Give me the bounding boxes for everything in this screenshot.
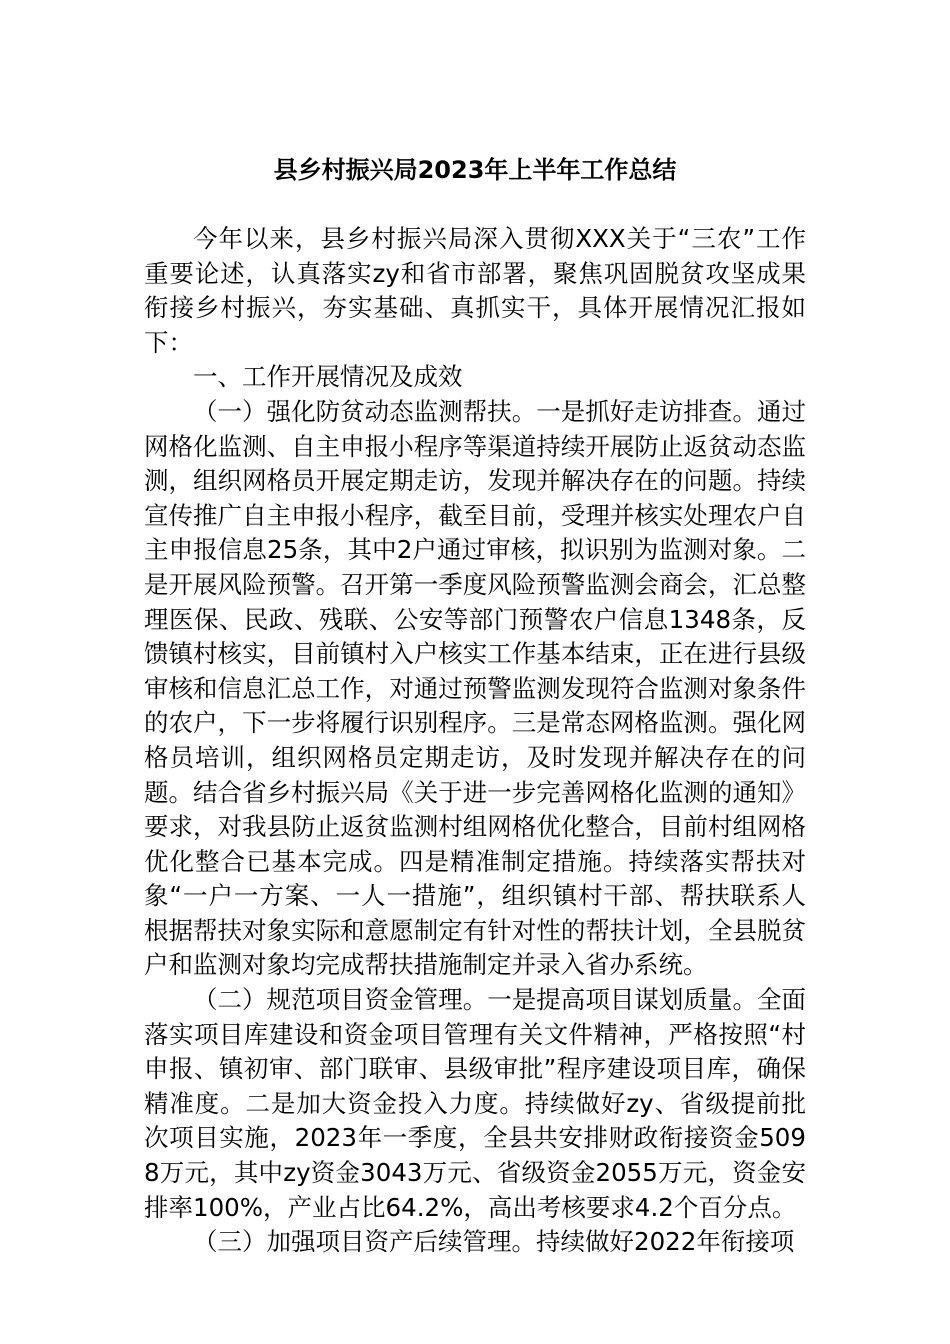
paragraph-funds: （二）规范项目资金管理。一是提高项目谋划质量。全面落实项目库建设和资金项目管理有关文件精神，严格按照“村申报、镇初审、部门联审、县级审批”程序建设项目库，确保精准度。二是加大资金投入力度。持续做好zy、省级提前批次项目实施，2023年一季度，全县共安排财政衔接资金5098万元，其中zy资金3043万元、省级资金2055万元，资金安排率100%，产业占比64.2%，高出考核要求4.2个百分点。 [144, 985, 806, 1222]
document-title: 县乡村振兴局2023年上半年工作总结 [273, 156, 677, 184]
section-heading: 一、工作开展情况及成效 [193, 362, 463, 392]
document-body [144, 222, 806, 1260]
paragraph-assets: （三）加强项目资产后续管理。持续做好2022年衔接项 [193, 1227, 795, 1257]
paragraph-monitoring: （一）强化防贫动态监测帮扶。一是抓好走访排查。通过网格化监测、自主申报小程序等渠道持续开展防止返贫动态监测，组织网格员开展定期走访，发现并解决存在的问题。持续宣传推广自主申报小程序，截至目前，受理并核实处理农户自主申报信息25条，其中2户通过审核，拟识别为监测对象。二是开展风险预警。召开第一季度风险预警监测会商会，汇总整理医保、民政、残联、公安等部门预警农户信息1348条，反馈镇村核实，目前镇村入户核实工作基本结束，正在进行县级审核和信息汇总工作，对通过预警监测发现符合监测对象条件的农户，下一步将履行识别程序。三是常态网格监测。强化网格员培训，组织网格员定期走访，及时发现并解决存在的问题。结合省乡村振兴局《关于进一步完善网格化监测的通知》要求，对我县防止返贫监测村组网格优化整合，目前村组网格优化整合已基本完成。四是精准制定措施。持续落实帮扶对象“一户一方案、一人一措施”，组织镇村干部、帮扶联系人根据帮扶对象实际和意愿制定有针对性的帮扶计划，全县脱贫户和监测对象均完成帮扶措施制定并录入省办系统。 [144, 396, 806, 980]
intro-paragraph: 今年以来，县乡村振兴局深入贯彻XXX关于“三农”工作重要论述，认真落实zy和省市部署，聚焦巩固脱贫攻坚成果衔接乡村振兴，夯实基础、真抓实干，具体开展情况汇报如下： [144, 224, 806, 357]
